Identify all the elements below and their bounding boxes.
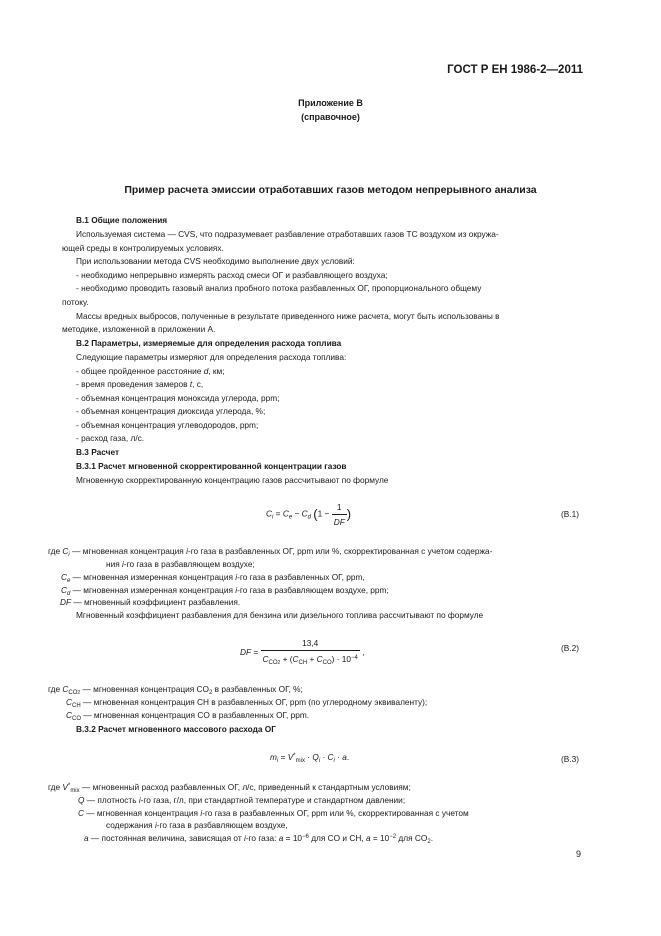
b1-list-item-2-line2: потоку. bbox=[62, 297, 89, 307]
b2-list-item-co2: - объемная концентрация диоксида углерода, %; bbox=[76, 406, 266, 416]
equation-b1-number: (В.1) bbox=[561, 509, 579, 519]
annex-title: Приложение В bbox=[298, 98, 363, 108]
page-number: 9 bbox=[576, 849, 582, 859]
where-b2-cco2: где $C_{CO2}$ — мгновенная концентрация $CO_2$ в разбавленных ОГ, %; bbox=[48, 684, 303, 696]
b1-para1-line2: ющей среды в контролируемых условиях. bbox=[62, 243, 224, 253]
section-b3-heading: В.3 Расчет bbox=[76, 447, 120, 457]
equation-b3: $m_i = V^*_{mix} \cdot Q_i \cdot C_i \cdot a$. bbox=[270, 752, 350, 764]
section-b1-heading: В.1 Общие положения bbox=[76, 215, 168, 225]
where-b3-vmix: где $V^*_{mix}$ — мгновенный расход разбавленных ОГ, л/с, приведенный к стандартным условиям; bbox=[48, 782, 411, 794]
document-header-id: ГОСТ Р ЕН 1986-2—2011 bbox=[447, 64, 583, 76]
annex-subtitle: (справочное) bbox=[301, 112, 360, 122]
where-b1-df: DF — мгновенный коэффициент разбавления. bbox=[60, 597, 241, 607]
b1-para1-line1: Используемая система — CVS, что подразумевает разбавление отработавших газов ТС воздухом из окружа- bbox=[76, 229, 499, 239]
where-b3-c-line1: C — мгновенная концентрация i-го газа в разбавленных ОГ, ppm или %, скорректированная с учетом bbox=[78, 808, 469, 818]
b2-list-item-flow: - расход газа, л/с. bbox=[76, 433, 145, 443]
b1-para3-line1: Массы вредных выбросов, полученные в результате приведенного ниже расчета, могут быть использованы в bbox=[76, 311, 500, 321]
b2-list-item-co: - объемная концентрация моноксида углерода, ppm; bbox=[76, 393, 280, 403]
b2-list-item-time: - время проведения замеров t, с, bbox=[76, 379, 204, 389]
where-b1-cd: $C_d$ — мгновенная измеренная концентрация i-го газа в разбавляющем воздухе, ppm; bbox=[61, 585, 389, 597]
where-b3-a: a — постоянная величина, зависящая от i-го газа: $a = 10^{-6}$ для CO и CH, $a = 10^{-2}$ для $CO_2$. bbox=[84, 833, 434, 845]
df-intro: Мгновенный коэффициент разбавления для бензина или дизельного топлива рассчитывают по формуле bbox=[76, 610, 484, 620]
b1-para3-line2: методике, изложенной в приложении А. bbox=[62, 324, 216, 334]
equation-b3-number: (В.3) bbox=[561, 754, 579, 764]
equation-b1: $C_i = C_e - C_d$ (1 − $\frac{1}{DF}$ ) bbox=[266, 502, 352, 527]
section-b2-heading: В.2 Параметры, измеряемые для определения расхода топлива bbox=[76, 338, 342, 348]
main-title: Пример расчета эмиссии отработавших газов методом непрерывного анализа bbox=[124, 184, 537, 196]
section-b32-heading: В.3.2 Расчет мгновенного массового расхода ОГ bbox=[76, 724, 276, 734]
b2-list-item-hc: - объемная концентрация углеводородов, ppm; bbox=[76, 420, 259, 430]
where-b1-ci-line2: ния i-го газа в разбавляющем воздухе; bbox=[106, 559, 255, 569]
section-b31-heading: В.3.1 Расчет мгновенной скорректированной концентрации газов bbox=[76, 461, 347, 471]
b1-para2: При использовании метода CVS необходимо выполнение двух условий: bbox=[76, 256, 355, 266]
where-b1-ci-line1: где $C_i$ — мгновенная концентрация i-го газа в разбавленных ОГ, ppm или %, скорректированная с учетом содержа- bbox=[48, 546, 493, 558]
annex-heading bbox=[0, 96, 661, 124]
where-b3-q: Q — плотность i-го газа, г/л, при стандартной температуре и стандартном давлении; bbox=[78, 795, 406, 805]
b2-list-item-distance: - общее пройденное расстояние d, км; bbox=[76, 366, 225, 376]
equation-b2-number: (В.2) bbox=[561, 643, 579, 653]
b2-intro: Следующие параметры измеряют для определения расхода топлива: bbox=[76, 352, 347, 362]
where-b1-ce: $C_e$ — мгновенная измеренная концентрация i-го газа в разбавленных ОГ, ppm, bbox=[61, 572, 365, 584]
b1-list-item-2-line1: - необходимо проводить газовый анализ пробного потока разбавленных ОГ, пропорционального общему bbox=[76, 283, 482, 293]
b1-list-item-1: - необходимо непрерывно измерять расход смеси ОГ и разбавляющего воздуха; bbox=[76, 270, 388, 280]
b31-intro: Мгновенную скорректированную концентрацию газов рассчитывают по формуле bbox=[76, 475, 389, 485]
where-b2-cco: $C_{CO}$ — мгновенная концентрация CO в разбавленных ОГ, ppm. bbox=[66, 710, 310, 722]
where-b2-cch: $C_{CH}$ — мгновенная концентрация CH в разбавленных ОГ, ppm (по углеродному эквиваленту); bbox=[66, 697, 428, 709]
where-b3-c-line2: содержания i-го газа в разбавляющем воздухе, bbox=[106, 820, 288, 830]
equation-b2: DF = $\frac{13,4}{C_{CO2} + (C_{CH} + C_{CO}) \cdot 10^{-4}}$ , bbox=[240, 638, 365, 666]
